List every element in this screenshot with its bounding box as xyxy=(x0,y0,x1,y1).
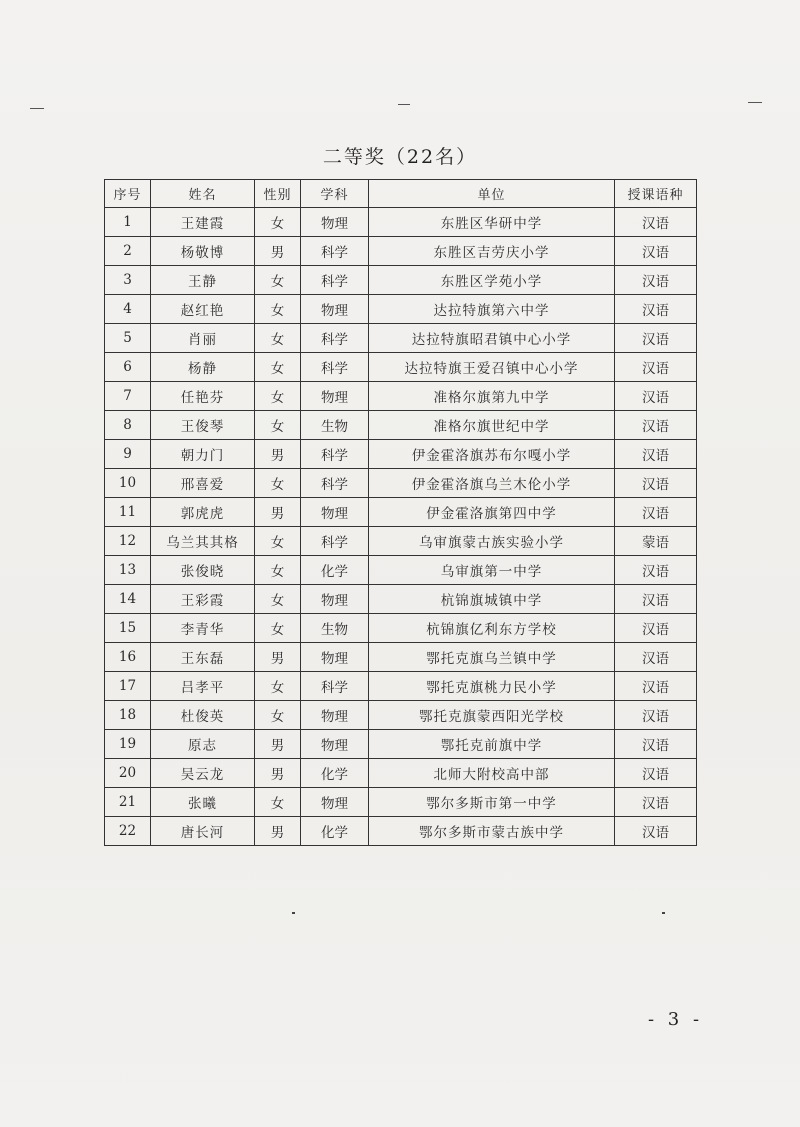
cell-unit: 达拉特旗王爱召镇中心小学 xyxy=(369,353,615,382)
cell-subject: 化学 xyxy=(301,759,369,788)
table-row xyxy=(105,295,697,324)
header-subject: 学科 xyxy=(301,180,369,208)
cell-language: 汉语 xyxy=(615,556,697,585)
table-row xyxy=(105,817,697,846)
cell-unit: 达拉特旗昭君镇中心小学 xyxy=(369,324,615,353)
cell-unit: 杭锦旗亿利东方学校 xyxy=(369,614,615,643)
cell-language: 汉语 xyxy=(615,295,697,324)
cell-language: 蒙语 xyxy=(615,527,697,556)
cell-no: 13 xyxy=(105,556,151,585)
cell-gender: 女 xyxy=(255,353,301,382)
cell-subject: 科学 xyxy=(301,237,369,266)
cell-gender: 女 xyxy=(255,295,301,324)
cell-subject: 生物 xyxy=(301,411,369,440)
cell-name: 吴云龙 xyxy=(151,759,255,788)
cell-language: 汉语 xyxy=(615,498,697,527)
cell-gender: 女 xyxy=(255,208,301,237)
cell-name: 吕孝平 xyxy=(151,672,255,701)
cell-language: 汉语 xyxy=(615,817,697,846)
cell-gender: 女 xyxy=(255,556,301,585)
cell-name: 肖丽 xyxy=(151,324,255,353)
cell-no: 21 xyxy=(105,788,151,817)
header-gender: 性别 xyxy=(255,180,301,208)
cell-language: 汉语 xyxy=(615,730,697,759)
cell-name: 王彩霞 xyxy=(151,585,255,614)
cell-subject: 科学 xyxy=(301,527,369,556)
cell-unit: 伊金霍洛旗第四中学 xyxy=(369,498,615,527)
scan-mark xyxy=(748,102,762,103)
cell-gender: 女 xyxy=(255,585,301,614)
table-row xyxy=(105,556,697,585)
cell-subject: 物理 xyxy=(301,498,369,527)
cell-subject: 科学 xyxy=(301,266,369,295)
cell-subject: 物理 xyxy=(301,643,369,672)
cell-unit: 东胜区学苑小学 xyxy=(369,266,615,295)
cell-name: 张曦 xyxy=(151,788,255,817)
page-number: - 3 - xyxy=(648,1009,704,1030)
cell-no: 14 xyxy=(105,585,151,614)
table-row xyxy=(105,266,697,295)
cell-subject: 生物 xyxy=(301,614,369,643)
cell-language: 汉语 xyxy=(615,614,697,643)
cell-gender: 女 xyxy=(255,614,301,643)
cell-name: 王俊琴 xyxy=(151,411,255,440)
cell-gender: 女 xyxy=(255,788,301,817)
cell-no: 3 xyxy=(105,266,151,295)
header-no: 序号 xyxy=(105,180,151,208)
cell-name: 郭虎虎 xyxy=(151,498,255,527)
cell-no: 4 xyxy=(105,295,151,324)
cell-gender: 女 xyxy=(255,324,301,353)
cell-language: 汉语 xyxy=(615,237,697,266)
scan-dot xyxy=(292,912,295,914)
cell-no: 1 xyxy=(105,208,151,237)
table-row xyxy=(105,730,697,759)
cell-gender: 女 xyxy=(255,469,301,498)
cell-unit: 准格尔旗第九中学 xyxy=(369,382,615,411)
cell-unit: 鄂托克旗蒙西阳光学校 xyxy=(369,701,615,730)
cell-name: 乌兰其其格 xyxy=(151,527,255,556)
cell-gender: 女 xyxy=(255,527,301,556)
cell-subject: 科学 xyxy=(301,353,369,382)
cell-language: 汉语 xyxy=(615,382,697,411)
cell-unit: 鄂托克旗桃力民小学 xyxy=(369,672,615,701)
cell-gender: 男 xyxy=(255,730,301,759)
cell-language: 汉语 xyxy=(615,440,697,469)
cell-name: 杨静 xyxy=(151,353,255,382)
table-row xyxy=(105,527,697,556)
award-table xyxy=(104,179,697,846)
table-row xyxy=(105,469,697,498)
cell-gender: 男 xyxy=(255,759,301,788)
cell-unit: 东胜区吉劳庆小学 xyxy=(369,237,615,266)
cell-language: 汉语 xyxy=(615,411,697,440)
scan-mark xyxy=(398,104,410,105)
cell-language: 汉语 xyxy=(615,469,697,498)
table-row xyxy=(105,324,697,353)
cell-name: 王东磊 xyxy=(151,643,255,672)
cell-language: 汉语 xyxy=(615,701,697,730)
header-name: 姓名 xyxy=(151,180,255,208)
cell-gender: 女 xyxy=(255,266,301,295)
cell-no: 19 xyxy=(105,730,151,759)
cell-subject: 科学 xyxy=(301,324,369,353)
cell-name: 张俊晓 xyxy=(151,556,255,585)
table-row xyxy=(105,643,697,672)
cell-gender: 男 xyxy=(255,643,301,672)
document-title: 二等奖（22名） xyxy=(322,146,478,168)
cell-unit: 达拉特旗第六中学 xyxy=(369,295,615,324)
cell-gender: 男 xyxy=(255,817,301,846)
table-header-row xyxy=(105,180,697,208)
cell-name: 杨敬博 xyxy=(151,237,255,266)
cell-gender: 男 xyxy=(255,498,301,527)
cell-subject: 物理 xyxy=(301,295,369,324)
cell-name: 王静 xyxy=(151,266,255,295)
cell-unit: 伊金霍洛旗苏布尔嘎小学 xyxy=(369,440,615,469)
cell-language: 汉语 xyxy=(615,324,697,353)
cell-no: 22 xyxy=(105,817,151,846)
cell-name: 王建霞 xyxy=(151,208,255,237)
cell-name: 唐长河 xyxy=(151,817,255,846)
cell-no: 20 xyxy=(105,759,151,788)
cell-name: 任艳芬 xyxy=(151,382,255,411)
cell-unit: 杭锦旗城镇中学 xyxy=(369,585,615,614)
scan-dot xyxy=(662,912,665,914)
cell-subject: 物理 xyxy=(301,208,369,237)
cell-language: 汉语 xyxy=(615,585,697,614)
cell-no: 9 xyxy=(105,440,151,469)
cell-unit: 鄂尔多斯市第一中学 xyxy=(369,788,615,817)
cell-no: 15 xyxy=(105,614,151,643)
table-row xyxy=(105,585,697,614)
cell-gender: 女 xyxy=(255,701,301,730)
cell-subject: 物理 xyxy=(301,701,369,730)
cell-name: 朝力门 xyxy=(151,440,255,469)
cell-no: 7 xyxy=(105,382,151,411)
cell-no: 18 xyxy=(105,701,151,730)
cell-subject: 科学 xyxy=(301,440,369,469)
table-row xyxy=(105,498,697,527)
scan-mark xyxy=(30,108,44,109)
cell-gender: 女 xyxy=(255,672,301,701)
cell-no: 16 xyxy=(105,643,151,672)
cell-gender: 男 xyxy=(255,237,301,266)
cell-gender: 女 xyxy=(255,382,301,411)
cell-name: 赵红艳 xyxy=(151,295,255,324)
cell-unit: 北师大附校高中部 xyxy=(369,759,615,788)
cell-subject: 物理 xyxy=(301,788,369,817)
cell-language: 汉语 xyxy=(615,208,697,237)
table-row xyxy=(105,759,697,788)
cell-name: 原志 xyxy=(151,730,255,759)
table-row xyxy=(105,353,697,382)
cell-no: 12 xyxy=(105,527,151,556)
cell-language: 汉语 xyxy=(615,788,697,817)
cell-no: 10 xyxy=(105,469,151,498)
cell-unit: 鄂托克前旗中学 xyxy=(369,730,615,759)
cell-subject: 物理 xyxy=(301,730,369,759)
cell-no: 8 xyxy=(105,411,151,440)
cell-no: 17 xyxy=(105,672,151,701)
table-row xyxy=(105,672,697,701)
cell-name: 杜俊英 xyxy=(151,701,255,730)
cell-language: 汉语 xyxy=(615,672,697,701)
cell-unit: 鄂尔多斯市蒙古族中学 xyxy=(369,817,615,846)
cell-unit: 准格尔旗世纪中学 xyxy=(369,411,615,440)
cell-subject: 化学 xyxy=(301,556,369,585)
table-row xyxy=(105,788,697,817)
cell-no: 6 xyxy=(105,353,151,382)
cell-no: 2 xyxy=(105,237,151,266)
header-language: 授课语种 xyxy=(615,180,697,208)
cell-no: 11 xyxy=(105,498,151,527)
cell-subject: 科学 xyxy=(301,672,369,701)
header-unit: 单位 xyxy=(369,180,615,208)
cell-unit: 鄂托克旗乌兰镇中学 xyxy=(369,643,615,672)
table-body xyxy=(105,208,697,846)
cell-subject: 科学 xyxy=(301,469,369,498)
cell-gender: 女 xyxy=(255,411,301,440)
cell-name: 李青华 xyxy=(151,614,255,643)
cell-language: 汉语 xyxy=(615,266,697,295)
cell-subject: 物理 xyxy=(301,382,369,411)
cell-language: 汉语 xyxy=(615,759,697,788)
table-row xyxy=(105,237,697,266)
cell-unit: 伊金霍洛旗乌兰木伦小学 xyxy=(369,469,615,498)
cell-unit: 东胜区华研中学 xyxy=(369,208,615,237)
cell-subject: 物理 xyxy=(301,585,369,614)
cell-name: 邢喜爱 xyxy=(151,469,255,498)
cell-gender: 男 xyxy=(255,440,301,469)
table-row xyxy=(105,382,697,411)
cell-subject: 化学 xyxy=(301,817,369,846)
cell-language: 汉语 xyxy=(615,353,697,382)
cell-language: 汉语 xyxy=(615,643,697,672)
cell-unit: 乌审旗第一中学 xyxy=(369,556,615,585)
table-row xyxy=(105,701,697,730)
table-row xyxy=(105,614,697,643)
cell-no: 5 xyxy=(105,324,151,353)
table-row xyxy=(105,411,697,440)
table-row xyxy=(105,208,697,237)
cell-unit: 乌审旗蒙古族实验小学 xyxy=(369,527,615,556)
table-row xyxy=(105,440,697,469)
